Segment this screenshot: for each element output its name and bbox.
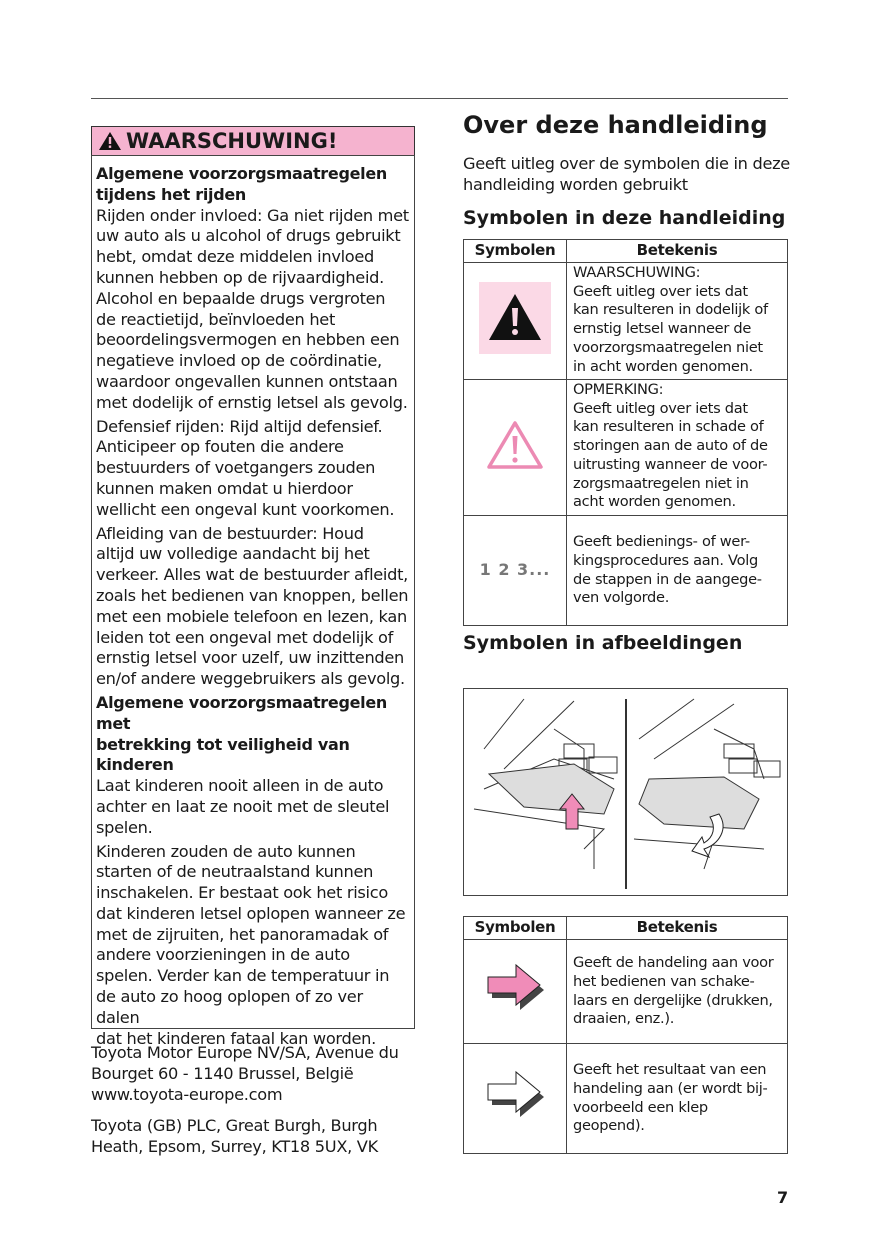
table-row bbox=[464, 263, 788, 380]
page-number: 7 bbox=[777, 1188, 789, 1207]
warning-paragraph: Kinderen zouden de auto kunnen starten of de neutraalstand kunnen inschakelen. Er bestaat ook het risico dat kinderen letsel oplopen wanneer ze met de zijruiten, het panoramadak of andere voorzieningen in de auto spelen. Verder kan de temperatuur in de auto zo hoog oplopen of zo ver dalen dat het kinderen fataal kan worden. bbox=[96, 841, 406, 1048]
meaning-text: Geeft bedienings- of wer- kingsprocedures aan. Volg de stappen in de aangege- ven volgorde. bbox=[567, 516, 788, 626]
section-heading: Symbolen in afbeeldingen bbox=[463, 632, 743, 654]
pink-arrow-icon bbox=[484, 963, 546, 1015]
column-header: Symbolen bbox=[464, 240, 567, 263]
column-header: Betekenis bbox=[567, 240, 788, 263]
table-row bbox=[464, 1044, 788, 1154]
warning-paragraph: Afleiding van de bestuurder: Houd altijd uw volledige aandacht bij het verkeer. Alles wat de bestuurder afleidt, zoals het bedienen van knoppen, bellen met een mobiele telefoon en lezen, kan leiden tot een ongeval met dodelijk of ernstig letsel voor uzelf, uw inzittenden en/of andere weggebruikers als gevolg. bbox=[96, 523, 409, 689]
warning-box bbox=[91, 155, 415, 1048]
notice-icon bbox=[486, 419, 544, 471]
table-row bbox=[464, 940, 788, 1044]
warning-heading: Algemene voorzorgsmaatregelen met betrekking tot veiligheid van kinderen bbox=[96, 692, 387, 775]
page-title: Over deze handleiding bbox=[463, 111, 768, 139]
illustration-symbols-table bbox=[463, 916, 788, 1154]
symbols-table bbox=[463, 239, 788, 626]
warning-paragraph: Rijden onder invloed: Ga niet rijden met uw auto als u alcohol of drugs gebruikt hebt, omdat deze middelen invloed kunnen hebben op de rijvaardigheid. Alcohol en bepaalde drugs vergroten de reactietijd, beïnvloeden het beoordelingsvermogen en hebben een negatieve invloed op de coördinatie, waardoor ongevallen kunnen ontstaan met dodelijk of ernstig letsel als gevolg. bbox=[96, 205, 409, 412]
steps-icon: 1 2 3... bbox=[479, 559, 551, 579]
column-header: Betekenis bbox=[567, 917, 788, 940]
meaning-text: OPMERKING: Geeft uitleg over iets dat kan resulteren in schade of storingen aan de auto of de uitrusting wanneer de voor- zorgsmaatregelen niet in acht worden genomen. bbox=[567, 380, 788, 516]
address-europe: Toyota Motor Europe NV/SA, Avenue du Bourget 60 - 1140 Brussel, België www.toyota-europe.com bbox=[91, 1043, 399, 1104]
address-gb: Toyota (GB) PLC, Great Burgh, Burgh Heath, Epsom, Surrey, KT18 5UX, VK bbox=[91, 1116, 378, 1156]
warning-paragraph: Defensief rijden: Rijd altijd defensief. Anticipeer op fouten die andere bestuurders of voetgangers zouden kunnen maken omdat u hierdoor wellicht een ongeval kunt voorkomen. bbox=[96, 416, 395, 519]
warning-title: WAARSCHUWING! bbox=[126, 128, 338, 153]
column-header: Symbolen bbox=[464, 917, 567, 940]
table-row bbox=[464, 516, 788, 626]
outline-arrow-icon bbox=[484, 1070, 546, 1122]
warning-heading: Algemene voorzorgsmaatregelen tijdens het rijden bbox=[96, 164, 387, 204]
warning-triangle-icon bbox=[98, 131, 122, 151]
warning-paragraph: Laat kinderen nooit alleen in de auto achter en laat ze nooit met de sleutel spelen. bbox=[96, 776, 390, 837]
meaning-text: WAARSCHUWING: Geeft uitleg over iets dat kan resulteren in dodelijk of ernstig letsel wanneer de voorzorgsmaatregelen niet in acht worden genomen. bbox=[567, 263, 788, 380]
intro-text: Geeft uitleg over de symbolen die in deze handleiding worden gebruikt bbox=[463, 154, 790, 194]
section-heading: Symbolen in deze handleiding bbox=[463, 207, 786, 229]
top-rule bbox=[91, 98, 788, 99]
meaning-text: Geeft de handeling aan voor het bedienen van schake- laars en dergelijke (drukken, draaien, enz.). bbox=[567, 940, 788, 1044]
warning-header bbox=[91, 126, 415, 156]
illustration-console bbox=[463, 688, 788, 896]
meaning-text: Geeft het resultaat van een handeling aan (er wordt bij- voorbeeld een klep geopend). bbox=[567, 1044, 788, 1154]
table-row bbox=[464, 380, 788, 516]
warning-icon bbox=[479, 282, 551, 354]
